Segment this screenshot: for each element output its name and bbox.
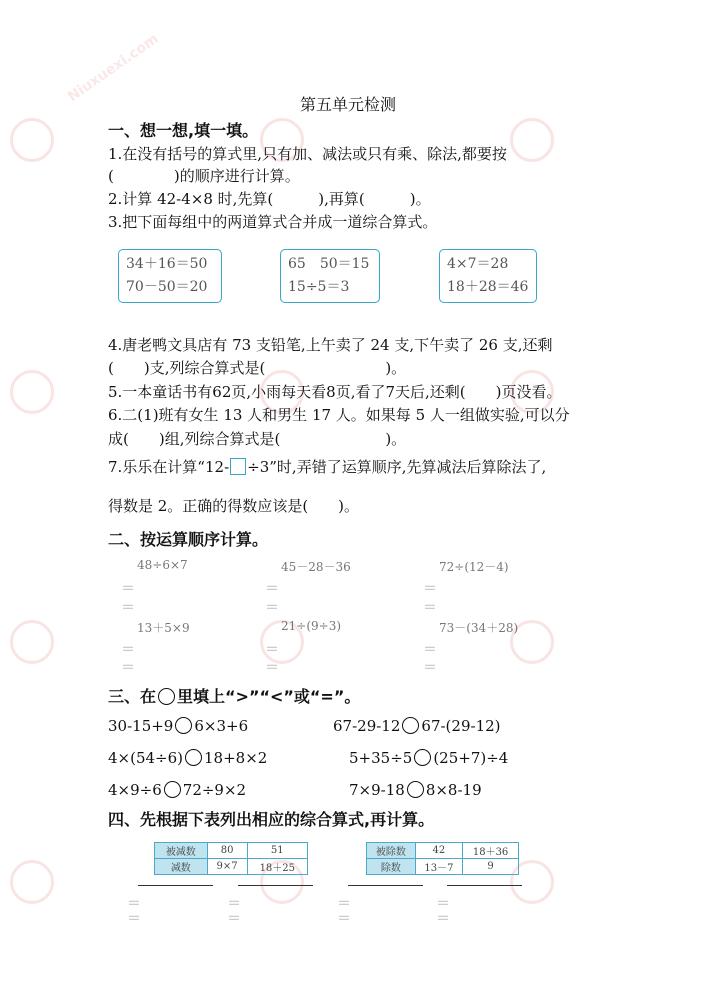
equals-sign: ＝ [423,642,437,658]
compare-right: (25+7)÷4 [433,749,509,767]
table-row [367,859,519,875]
equals-sign: ＝ [265,660,279,676]
section-3-text: 里填上“>”“<”或“=”。 [177,687,361,706]
formula-line: 34＋16＝50 [126,256,208,272]
compare-item [108,749,267,767]
equals-sign: ＝ [423,660,437,676]
question-4-line-2: ( )支,列综合算式是( )。 [108,359,407,377]
question-7-text: 7.乐乐在计算“12- [108,458,230,476]
calc-expression: 73－(34＋28) [439,621,519,635]
formula-box-1 [118,249,222,303]
question-7-line-2: 得数是 2。正确的得数应该是( )。 [108,497,360,515]
equals-sign: ＝ [337,911,351,927]
equals-sign: ＝ [436,896,450,912]
question-1-line-2: ( )的顺序进行计算。 [108,167,300,185]
section-3-heading [108,684,360,707]
equals-sign: ＝ [121,581,135,597]
table-cell: 除数 [367,859,416,875]
question-6-line-1: 6.二(1)班有女生 13 人和男生 17 人。如果每 5 人一组做实验,可以分 [108,406,570,424]
watermark-logo [10,370,54,414]
equals-sign: ＝ [265,642,279,658]
equals-sign: ＝ [423,600,437,616]
compare-item [349,781,482,799]
question-7-text: ÷3”时,弄错了运算顺序,先算减法后算除法了, [247,458,547,476]
equals-sign: ＝ [265,581,279,597]
answer-line[interactable] [348,885,423,886]
table-cell: 减数 [155,859,208,875]
table-cell: 51 [247,843,307,859]
formula-box-3 [439,249,537,303]
question-3: 3.把下面每组中的两道算式合并成一道综合算式。 [108,213,438,231]
watermark: Niuxuexi.com [65,30,162,106]
page-title: 第五单元检测 [300,95,397,114]
formula-box-2 [280,249,380,303]
table-row [367,843,519,859]
compare-left: 30-15+9 [108,717,174,735]
formula-line: 18＋28＝46 [447,279,529,295]
compare-left: 7×9-18 [349,781,405,799]
calc-expression: 72÷(12－4) [439,560,509,574]
calc-expression: 48÷6×7 [137,558,188,572]
equals-sign: ＝ [227,911,241,927]
compare-circle[interactable] [407,781,424,798]
compare-circle[interactable] [164,781,181,798]
question-5: 5.一本童话书有62页,小雨每天看8页,看了7天后,还剩( )页没看。 [108,383,562,401]
compare-right: 67-(29-12) [421,717,501,735]
section-1-heading: 一、想一想,填一填。 [108,121,259,140]
equals-sign: ＝ [121,600,135,616]
watermark-logo [10,620,54,664]
calc-expression: 21÷(9÷3) [281,619,342,633]
table-cell: 9 [463,859,519,875]
equals-sign: ＝ [127,911,141,927]
blank-square[interactable] [230,458,246,475]
watermark-logo [510,118,554,162]
equals-sign: ＝ [265,600,279,616]
compare-right: 72÷9×2 [182,781,247,799]
formula-line: 15÷5＝3 [288,279,350,295]
table-cell: 13－7 [415,859,462,875]
compare-left: 4×(54÷6) [108,749,184,767]
circle-icon [158,688,175,705]
section-3-text: 三、在 [108,687,157,706]
question-4-line-1: 4.唐老鸭文具店有 73 支铅笔,上午卖了 24 支,下午卖了 26 支,还剩 [108,336,553,354]
table-cell: 18＋25 [247,859,307,875]
question-7-line-1 [108,456,546,477]
compare-left: 5+35÷5 [349,749,413,767]
watermark-logo [10,118,54,162]
answer-line[interactable] [238,885,313,886]
compare-right: 8×8-19 [425,781,482,799]
table-cell: 42 [415,843,462,859]
equals-sign: ＝ [436,911,450,927]
question-2: 2.计算 42-4×8 时,先算( ),再算( )。 [108,190,431,208]
table-cell: 18＋36 [463,843,519,859]
table-cell: 80 [207,843,247,859]
calc-expression: 45－28－36 [281,560,351,574]
formula-line: 70－50＝20 [126,279,208,295]
answer-line[interactable] [447,885,522,886]
compare-right: 6×3+6 [194,717,249,735]
watermark-logo [10,860,54,904]
equals-sign: ＝ [423,581,437,597]
calc-expression: 13＋5×9 [137,621,190,635]
compare-circle[interactable] [185,749,202,766]
section-2-heading: 二、按运算顺序计算。 [108,530,269,549]
equals-sign: ＝ [227,896,241,912]
question-6-line-2: 成( )组,列综合算式是( )。 [108,430,407,448]
equals-sign: ＝ [127,896,141,912]
compare-item [349,749,508,767]
table-cell: 被除数 [367,843,416,859]
table-row [155,859,308,875]
compare-left: 67-29-12 [333,717,401,735]
compare-circle[interactable] [402,717,419,734]
compare-circle[interactable] [414,749,431,766]
formula-line: 65 50＝15 [288,256,370,272]
equals-sign: ＝ [121,660,135,676]
compare-item [333,717,501,735]
compare-item [108,717,248,735]
data-table-2 [366,842,519,875]
compare-left: 4×9÷6 [108,781,162,799]
table-cell: 被减数 [155,843,208,859]
question-1-line-1: 1.在没有括号的算式里,只有加、减法或只有乘、除法,都要按 [108,145,507,163]
answer-line[interactable] [138,885,213,886]
compare-circle[interactable] [175,717,192,734]
table-cell: 9×7 [207,859,247,875]
formula-line: 4×7＝28 [447,256,509,272]
equals-sign: ＝ [337,896,351,912]
compare-item [108,781,246,799]
equals-sign: ＝ [121,642,135,658]
table-row [155,843,308,859]
compare-right: 18+8×2 [204,749,268,767]
section-4-heading: 四、先根据下表列出相应的综合算式,再计算。 [108,810,435,829]
data-table-1 [154,842,308,875]
